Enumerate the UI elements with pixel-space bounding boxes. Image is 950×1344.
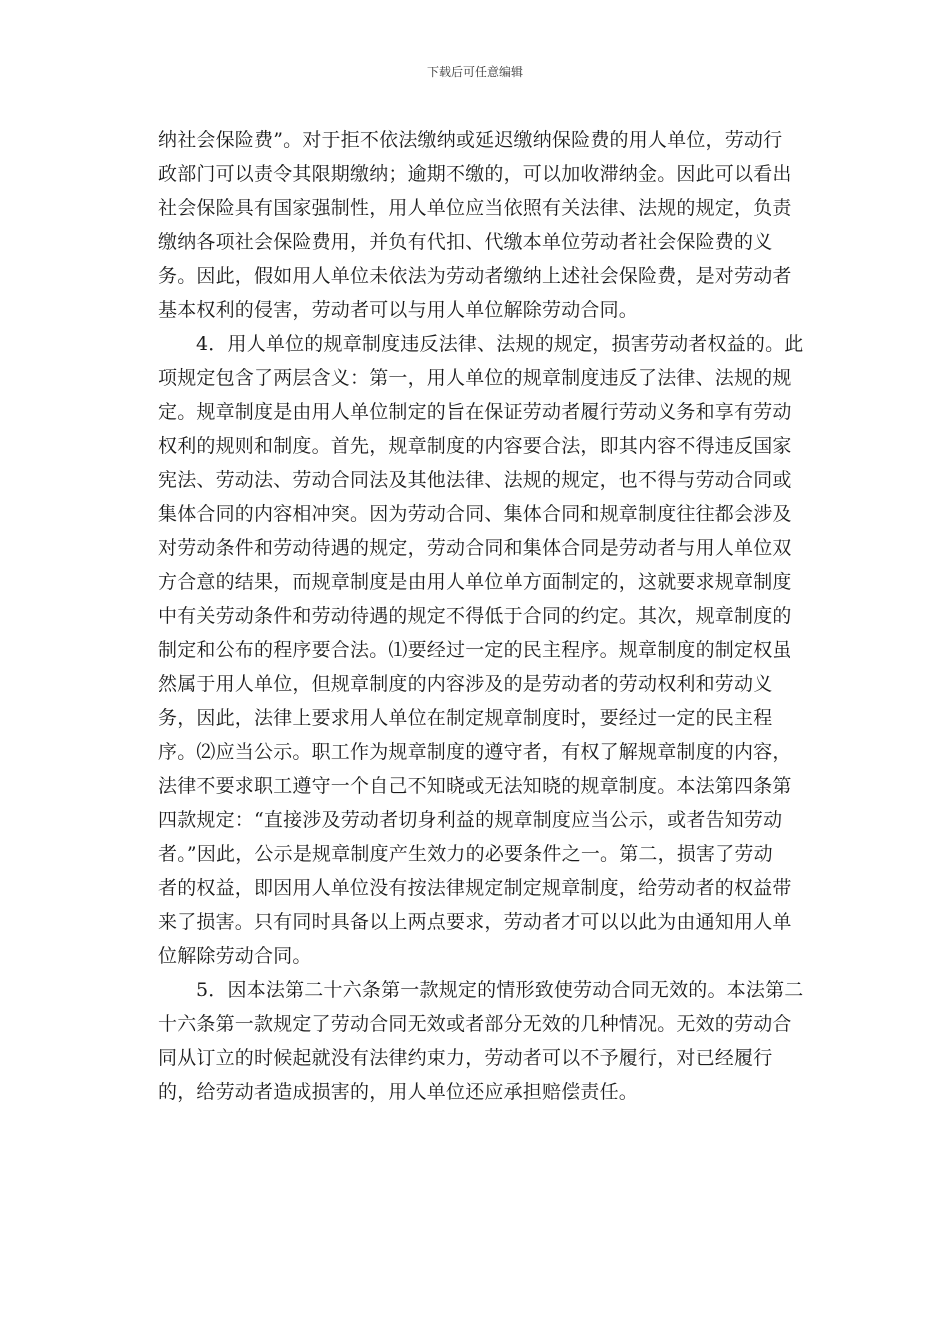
text-line: 5．因本法第二十六条第一款规定的情形致使劳动合同无效的。本法第二 bbox=[196, 979, 804, 1001]
text-line: 政部门可以责令其限期缴纳；逾期不缴的，可以加收滞纳金。因此可以看出 bbox=[158, 163, 792, 185]
text-line: 项规定包含了两层含义：第一，用人单位的规章制度违反了法律、法规的规 bbox=[158, 367, 792, 389]
text-line: 集体合同的内容相冲突。因为劳动合同、集体合同和规章制度往往都会涉及 bbox=[158, 503, 792, 525]
text-line: 中有关劳动条件和劳动待遇的规定不得低于合同的约定。其次，规章制度的 bbox=[158, 605, 792, 627]
text-line: 序。⑵应当公示。职工作为规章制度的遵守者，有权了解规章制度的内容， bbox=[158, 741, 792, 763]
text-line: 基本权利的侵害，劳动者可以与用人单位解除劳动合同。 bbox=[158, 299, 639, 321]
text-line: 定。规章制度是由用人单位制定的旨在保证劳动者履行劳动义务和享有劳动 bbox=[158, 401, 792, 423]
text-line: 宪法、劳动法、劳动合同法及其他法律、法规的规定，也不得与劳动合同或 bbox=[158, 469, 792, 491]
text-line: 务。因此，假如用人单位未依法为劳动者缴纳上述社会保险费，是对劳动者 bbox=[158, 265, 792, 287]
text-line: 社会保险具有国家强制性，用人单位应当依照有关法律、法规的规定，负责 bbox=[158, 197, 792, 219]
text-line: 位解除劳动合同。 bbox=[158, 945, 312, 967]
text-line: 的，给劳动者造成损害的，用人单位还应承担赔偿责任。 bbox=[158, 1081, 639, 1103]
text-line: 方合意的结果，而规章制度是由用人单位单方面制定的，这就要求规章制度 bbox=[158, 571, 792, 593]
text-line: 4．用人单位的规章制度违反法律、法规的规定，损害劳动者权益的。此 bbox=[196, 333, 804, 355]
text-line: 同从订立的时候起就没有法律约束力，劳动者可以不予履行，对已经履行 bbox=[158, 1047, 773, 1069]
text-line: 制定和公布的程序要合法。⑴要经过一定的民主程序。规章制度的制定权虽 bbox=[158, 639, 792, 661]
text-line: 四款规定：“直接涉及劳动者切身利益的规章制度应当公示，或者告知劳动 bbox=[158, 809, 783, 831]
text-line: 十六条第一款规定了劳动合同无效或者部分无效的几种情况。无效的劳动合 bbox=[158, 1013, 792, 1035]
text-line: 务，因此，法律上要求用人单位在制定规章制度时，要经过一定的民主程 bbox=[158, 707, 773, 729]
page-header: 下载后可任意编辑 bbox=[426, 65, 523, 79]
text-line: 来了损害。只有同时具备以上两点要求，劳动者才可以以此为由通知用人单 bbox=[158, 911, 792, 933]
text-line: 对劳动条件和劳动待遇的规定，劳动合同和集体合同是劳动者与用人单位双 bbox=[158, 537, 792, 559]
paragraph bbox=[158, 973, 804, 1109]
text-line: 者。”因此，公示是规章制度产生效力的必要条件之一。第二，损害了劳动 bbox=[158, 843, 773, 865]
text-line: 纳社会保险费”。对于拒不依法缴纳或延迟缴纳保险费的用人单位，劳动行 bbox=[158, 129, 783, 151]
paragraph bbox=[158, 123, 798, 327]
document-body bbox=[158, 123, 804, 1109]
text-line: 缴纳各项社会保险费用，并负有代扣、代缴本单位劳动者社会保险费的义 bbox=[158, 231, 773, 253]
text-line: 者的权益，即因用人单位没有按法律规定制定规章制度，给劳动者的权益带 bbox=[158, 877, 792, 899]
paragraph bbox=[158, 327, 804, 973]
text-line: 法律不要求职工遵守一个自己不知晓或无法知晓的规章制度。本法第四条第 bbox=[158, 775, 792, 797]
text-line: 然属于用人单位，但规章制度的内容涉及的是劳动者的劳动权利和劳动义 bbox=[158, 673, 773, 695]
text-line: 权利的规则和制度。首先，规章制度的内容要合法，即其内容不得违反国家 bbox=[158, 435, 792, 457]
